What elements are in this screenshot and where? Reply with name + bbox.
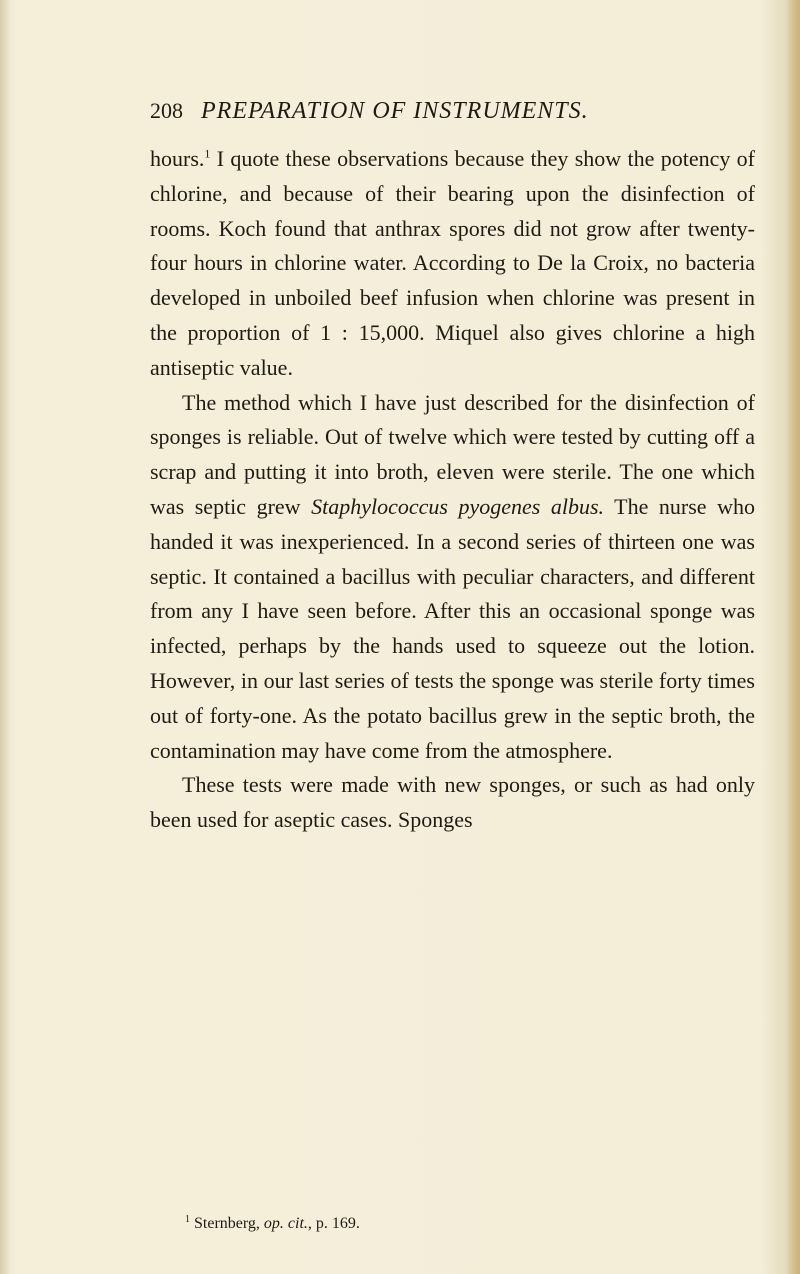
footnote-author: Sternberg, [194,1215,264,1232]
paragraph-1-start: hours. [150,146,205,171]
page-number: 208 [150,98,183,123]
page-right-edge [786,0,800,1274]
paragraph-2-start: The method which I have just described for the disinfection of sponges is reliable. Out of twelve which were tested by cutting off a scrap and putting it into broth, eleven were sterile. The one which was septic grew [150,389,755,519]
body-text [150,142,755,838]
paragraph-2-text: The nurse who handed it was inexperienced. In a second series of thirteen one was septic. It contained a bacillus with peculiar characters, and different from any I have seen before. After this an occasional sponge was infected, perhaps by the hands used to squeeze out the lotion. However, in our last series of tests the sponge was sterile forty times out of forty-one. As the potato bacillus grew in the septic broth, the contamination may have come from the atmosphere. [150,493,755,763]
footnote-reference: 1 [204,146,211,161]
species-name: Staphylococcus pyogenes albus. [311,493,605,519]
paragraph-3-text: These tests were made with new sponges, or such as had only been used for aseptic cases. Sponges [150,772,755,833]
paragraph-3 [150,768,755,838]
page-header [150,97,710,125]
paragraph-2 [150,386,755,769]
paragraph-1-text: I quote these observations because they show the potency of chlorine, and because of their bearing upon the disinfection of rooms. Koch found that anthrax spores did not grow after twenty-four hours in chlorine water. According to De la Croix, no bacteria developed in unboiled beef infusion when chlorine was present in the proportion of 1 : 15,000. Miquel also gives chlorine a high antiseptic value. [150,146,755,380]
paragraph-1 [150,142,755,386]
footnote [185,1214,755,1234]
footnote-mark: 1 [185,1213,190,1225]
running-title: PREPARATION OF INSTRUMENTS. [201,98,589,124]
footnote-page: , p. 169. [307,1215,360,1232]
page-left-edge [0,0,10,1274]
footnote-ref: op. cit. [263,1215,308,1232]
